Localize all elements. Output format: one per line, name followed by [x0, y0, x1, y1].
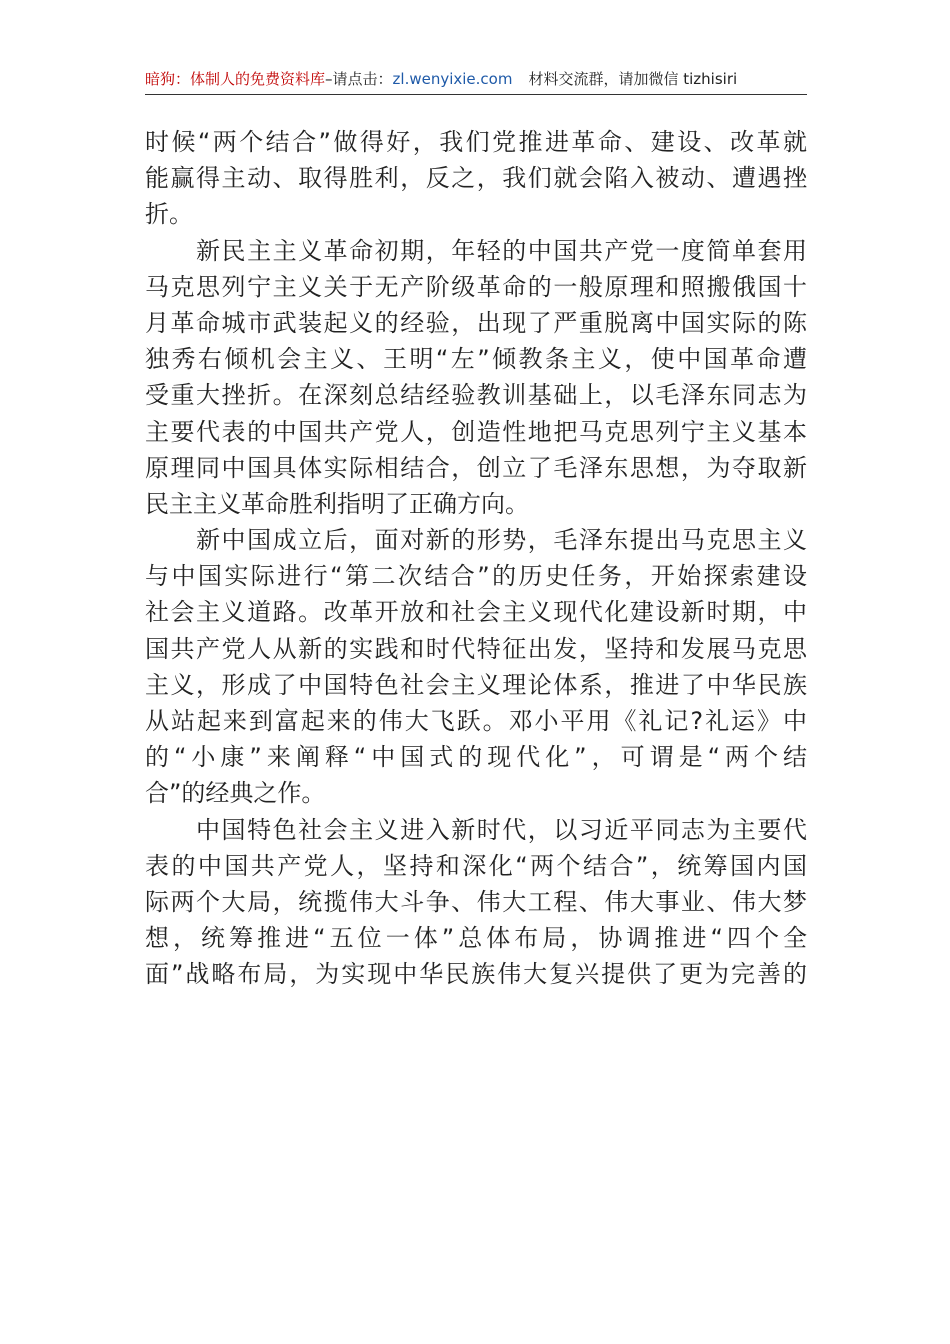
text-line: 新中国成立后，面对新的形势，毛泽东提出马克思主义	[145, 526, 807, 555]
text-line: 主要代表的中国共产党人，创造性地把马克思列宁主义基本	[145, 417, 807, 446]
paragraph	[145, 124, 807, 233]
text-line: 民主主义革命胜利指明了正确方向。	[145, 489, 529, 518]
paragraph	[145, 522, 807, 812]
header-prompt: –请点击：	[325, 70, 393, 88]
paragraph	[145, 812, 807, 993]
document-body	[145, 124, 807, 993]
header-url-link[interactable]: zl.wenyixie.com	[392, 70, 513, 88]
text-line: 中国特色社会主义进入新时代，以习近平同志为主要代	[145, 815, 807, 844]
text-line: 想，统筹推进“五位一体”总体布局，协调推进“四个全	[145, 924, 807, 953]
text-line: 原理同中国具体实际相结合，创立了毛泽东思想，为夺取新	[145, 453, 807, 482]
text-line: 从站起来到富起来的伟大飞跃。邓小平用《礼记?礼运》中	[145, 707, 807, 735]
text-line: 面”战略布局，为实现中华民族伟大复兴提供了更为完善的	[145, 960, 807, 989]
text-line: 主义，形成了中国特色社会主义理论体系，推进了中华民族	[145, 670, 807, 699]
header-brand: 暗狗：体制人的免费资料库	[145, 70, 326, 88]
text-line: 与中国实际进行“第二次结合”的历史任务，开始探索建设	[145, 562, 807, 591]
text-line: 独秀右倾机会主义、王明“左”倾教条主义，使中国革命遭	[145, 345, 807, 374]
text-line: 的“小康”来阐释“中国式的现代化”，可谓是“两个结	[145, 743, 807, 772]
text-line: 能赢得主动、取得胜利，反之，我们就会陷入被动、遭遇挫	[145, 164, 807, 193]
text-line: 折。	[145, 200, 193, 229]
header-contact: 材料交流群，请加微信 tizhisiri	[528, 70, 738, 88]
text-line: 新民主主义革命初期，年轻的中国共产党一度简单套用	[145, 236, 807, 265]
page-header	[145, 64, 807, 95]
text-line: 受重大挫折。在深刻总结经验教训基础上，以毛泽东同志为	[145, 381, 807, 410]
text-line: 社会主义道路。改革开放和社会主义现代化建设新时期，中	[145, 598, 807, 627]
text-line: 马克思列宁主义关于无产阶级革命的一般原理和照搬俄国十	[145, 272, 807, 301]
text-line: 际两个大局，统揽伟大斗争、伟大工程、伟大事业、伟大梦	[145, 887, 807, 916]
text-line: 国共产党人从新的实践和时代特征出发，坚持和发展马克思	[145, 634, 807, 663]
text-line: 月革命城市武装起义的经验，出现了严重脱离中国实际的陈	[145, 308, 807, 337]
text-line: 表的中国共产党人，坚持和深化“两个结合”，统筹国内国	[145, 851, 807, 880]
text-line: 时候“两个结合”做得好，我们党推进革命、建设、改革就	[145, 128, 807, 156]
text-line: 合”的经典之作。	[145, 779, 326, 808]
paragraph	[145, 233, 807, 523]
